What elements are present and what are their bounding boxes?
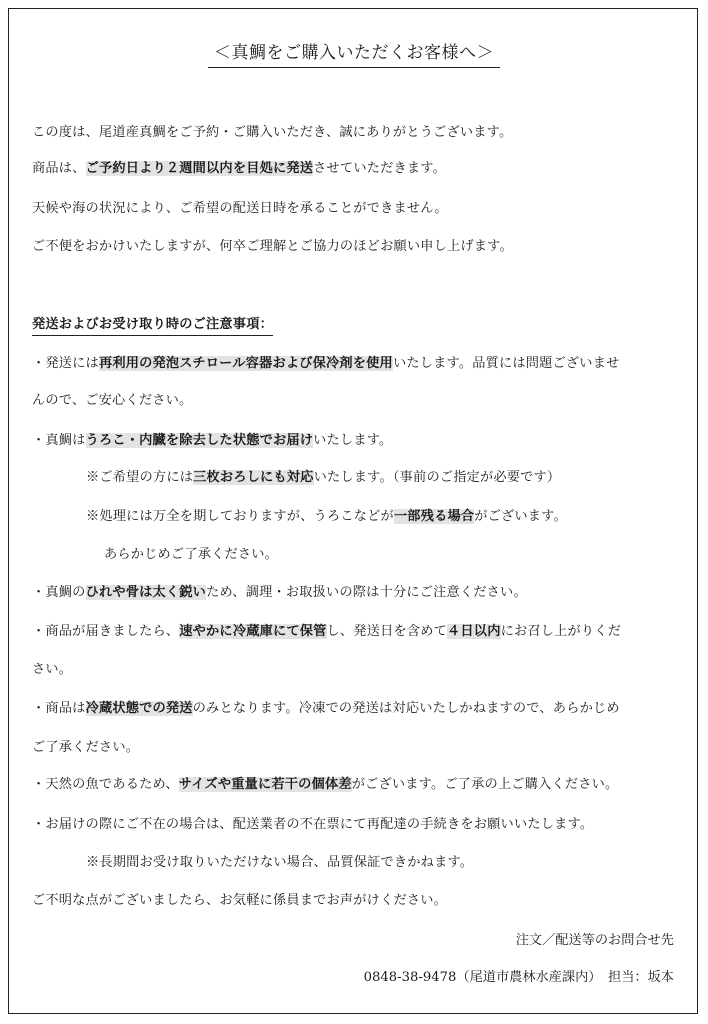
note-1-line-2: [32, 389, 192, 408]
note-7-text-a: ・お届けの際にご不在の場合は、配送業者の不在票にて再配達の手続きをお願いいたします。: [32, 817, 594, 832]
intro-text-1: この度は、尾道産真鯛をご予約・ご購入いただき、誠にありがとうございます。: [32, 125, 513, 140]
note-2-sub-2-a: ※処理には万全を期しておりますが、うろこなどが: [86, 509, 394, 524]
note-2-text-a: ・真鯛は: [32, 433, 86, 448]
note-1-line-1: [32, 352, 619, 371]
note-2-sub-3: [104, 543, 278, 562]
note-2-text-c: いたします。: [313, 433, 393, 448]
note-6-text-a: ・天然の魚であるため、: [32, 777, 179, 792]
note-3-text-a: ・真鯛の: [32, 585, 86, 600]
note-2-sub-2: [86, 505, 567, 524]
highlight-partial-scales: 一部残る場合: [393, 509, 475, 524]
note-2-sub-1-a: ※ご希望の方には: [86, 470, 194, 485]
note-2-sub-2-c: がございます。: [474, 509, 567, 524]
note-3-line: [32, 581, 527, 600]
note-4-text-f: さい。: [32, 662, 73, 677]
note-2-sub-3-text: あらかじめご了承ください。: [104, 547, 279, 562]
note-7-sub-1-text: ※長期間お受け取りいただけない場合、品質保証できかねます。: [86, 855, 474, 870]
contact-info: 0848-38-9478（尾道市農林水産課内） 担当：坂本: [363, 970, 674, 985]
page-title: [0, 38, 708, 68]
note-4-text-e: にお召し上がりくだ: [500, 624, 622, 639]
intro-text-2a: 商品は、: [32, 161, 86, 176]
note-7-sub-1: [86, 851, 473, 870]
note-4-text-c: し、発送日を含めて: [326, 624, 448, 639]
note-4-text-a: ・商品が届きましたら、: [32, 624, 180, 639]
note-3-text-c: ため、調理・お取扱いの際は十分にご注意ください。: [206, 585, 527, 600]
note-5-text-a: ・商品は: [32, 701, 86, 716]
intro-text-2c: させていただきます。: [313, 161, 446, 176]
highlight-fillet-option: 三枚おろしにも対応: [193, 470, 314, 485]
note-5-line-1: [32, 697, 620, 716]
note-2-line-1: [32, 429, 392, 448]
note-6-line: [32, 773, 618, 792]
highlight-chilled-shipping: 冷蔵状態での発送: [85, 701, 193, 716]
note-1-text-c: いたします。品質には問題ございませ: [392, 356, 620, 371]
intro-text-3: 天候や海の状況により、ご希望の配送日時を承ることができません。: [32, 201, 448, 216]
closing-text: ご不明な点がございましたら、お気軽に係員までお声がけください。: [32, 893, 448, 908]
highlight-refrigerate: 速やかに冷蔵庫にて保管: [179, 624, 327, 639]
notes-heading-text: 発送およびお受け取り時のご注意事項：: [32, 317, 273, 336]
note-5-text-d: ご了承ください。: [32, 740, 140, 755]
highlight-processed-state: うろこ・内臓を除去した状態でお届け: [85, 433, 314, 448]
note-2-sub-1-c: いたします。（事前のご指定が必要です）: [313, 470, 561, 485]
closing-line: [32, 889, 447, 908]
intro-line-3: [32, 197, 448, 216]
note-1-text-a: ・発送には: [32, 356, 99, 371]
intro-text-4: ご不便をおかけいたしますが、何卒ご理解とご協力のほどお願い申し上げます。: [32, 239, 513, 254]
intro-line-4: [32, 235, 513, 254]
highlight-size-variation: サイズや重量に若干の個体差: [178, 777, 352, 792]
highlight-four-days: ４日以内: [447, 624, 501, 639]
title-text: ＜真鯛をご購入いただくお客様へ＞: [208, 38, 500, 68]
note-4-line-1: [32, 620, 621, 639]
highlight-shipping-period: ご予約日より２週間以内を目処に発送: [85, 161, 314, 176]
highlight-packaging: 再利用の発泡スチロール容器および保冷剤を使用: [98, 356, 393, 371]
note-7-line: [32, 813, 593, 832]
note-4-line-2: [32, 658, 72, 677]
note-5-text-c: のみとなります。冷凍での発送は対応いたしかねますので、あらかじめ: [192, 701, 620, 716]
notes-heading: [32, 313, 273, 332]
note-2-sub-1: [86, 466, 560, 485]
highlight-sharp-bones: ひれや骨は太く鋭い: [85, 585, 207, 600]
note-5-line-2: [32, 736, 139, 755]
contact-label: 注文／配送等のお問合せ先: [515, 933, 674, 948]
note-1-text-d: んので、ご安心ください。: [32, 393, 193, 408]
intro-line-2: [32, 157, 446, 176]
note-6-text-c: がございます。ご了承の上ご購入ください。: [351, 777, 619, 792]
intro-line-1: [32, 121, 512, 140]
